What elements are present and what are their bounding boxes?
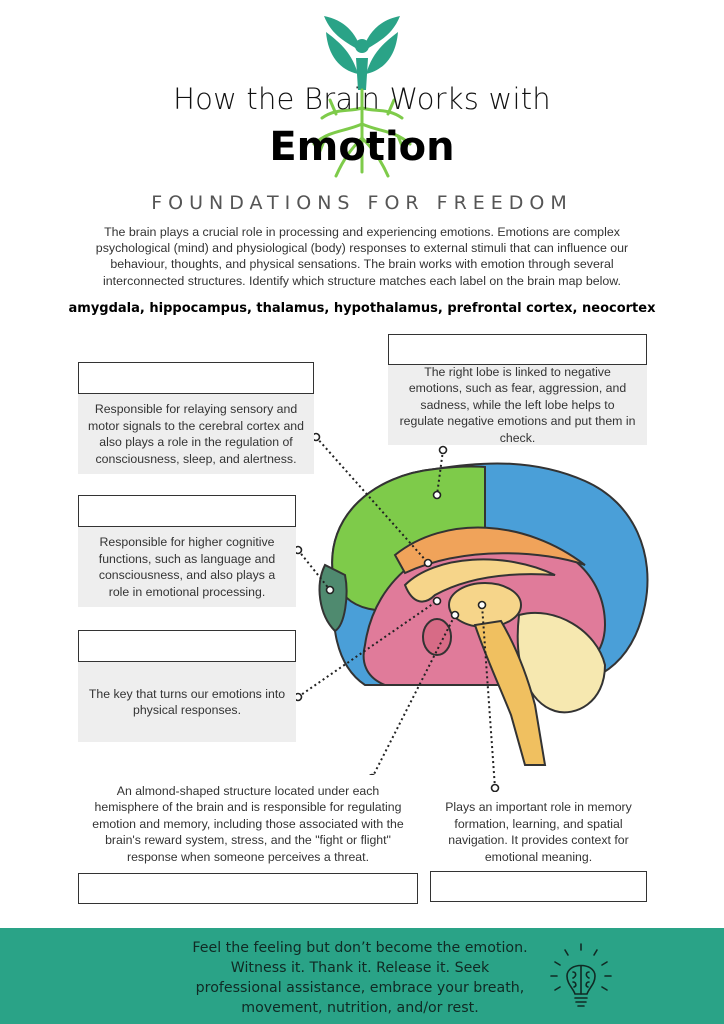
answer-box-hippocampus[interactable]: [430, 871, 647, 902]
description-hippocampus: Plays an important role in memory formation, learning, and spatial navigation. It provides context for emotional meaning.: [430, 792, 647, 872]
term-list: amygdala, hippocampus, thalamus, hypothalamus, prefrontal cortex, neocortex: [68, 301, 656, 316]
subtitle: FOUNDATIONS FOR FREEDOM: [151, 192, 573, 214]
brain-lightbulb-icon: [543, 940, 619, 1016]
description-prefrontal: The right lobe is linked to negative emotions, such as fear, aggression, and sadness, while the left lobe helps to regulate negative emotions and put them in check.: [388, 365, 647, 445]
answer-box-neocortex[interactable]: [78, 495, 296, 527]
description-hypothalamus: The key that turns our emotions into physical responses.: [78, 662, 296, 742]
description-thalamus: Responsible for relaying sensory and motor signals to the cerebral cortex and also plays a role in the regulation of consciousness, sleep, and alertness.: [78, 394, 314, 474]
answer-box-hypothalamus[interactable]: [78, 630, 296, 662]
answer-box-amygdala[interactable]: [78, 873, 418, 904]
footer-text: Feel the feeling but don’t become the emotion. Witness it. Thank it. Release it. Seek professional assistance, embrace your breath, movement, nutrition, and/or rest.: [192, 940, 528, 1016]
description-neocortex: Responsible for higher cognitive functions, such as language and consciousness, and also plays a role in emotional processing.: [78, 527, 296, 607]
title-line-1: How the Brain Works with: [173, 82, 551, 116]
intro-paragraph: The brain plays a crucial role in processing and experiencing emotions. Emotions are complex psychological (mind) and physiological (body) responses to external stimuli that can influence our behaviour, thoughts, and physical sensations. The brain works with emotion through several interconnected structures. Identify which structure matches each label on the brain map below.: [95, 225, 629, 288]
title-line-2: Emotion: [269, 124, 455, 170]
description-amygdala: An almond-shaped structure located under each hemisphere of the brain and is responsible for regulating emotion and memory, including those associated with the brain's reward system, stress, and the "fight or flight" response when someone perceives a threat.: [78, 775, 418, 873]
answer-box-prefrontal[interactable]: [388, 334, 647, 365]
answer-box-thalamus[interactable]: [78, 362, 314, 394]
